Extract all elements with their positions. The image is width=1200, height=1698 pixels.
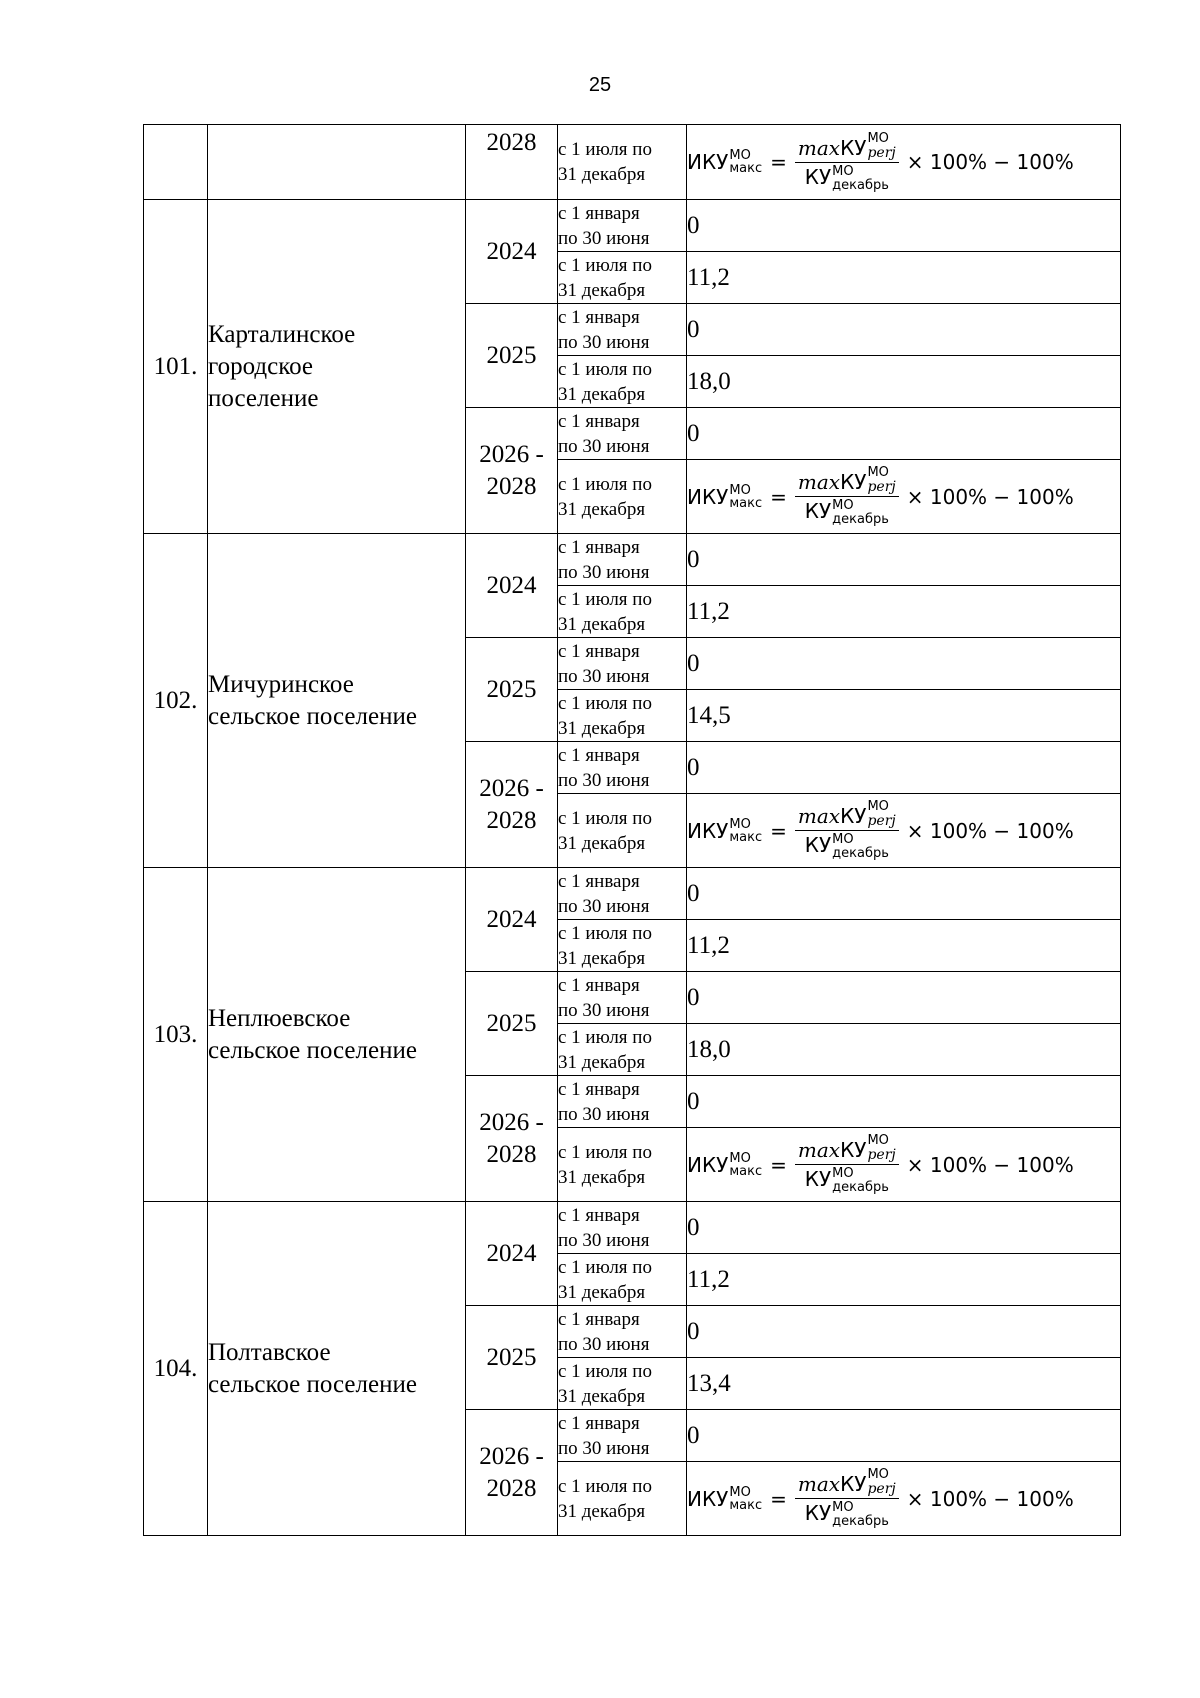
municipality-cell [208, 200, 466, 534]
formula-tail: × 100% − 100% [906, 1486, 1074, 1511]
period-cell [558, 534, 687, 586]
year-cell [466, 1202, 558, 1306]
year-line: 2024 [486, 905, 537, 933]
year-line: 2028 [486, 1140, 537, 1168]
period-line: по 30 июня [558, 227, 650, 249]
row-number-cell: 104. [144, 1202, 208, 1536]
municipality-name-line: сельское поселение [208, 1036, 417, 1064]
value-cell: 0 [687, 638, 1121, 690]
page-number: 25 [588, 74, 612, 96]
year-cell [466, 408, 558, 534]
municipality-cell [208, 534, 466, 868]
period-cell [558, 1358, 687, 1410]
year-cell [466, 1306, 558, 1410]
fraction-numerator: max КУ МО perj [795, 466, 899, 497]
period-line: 31 декабря [558, 1166, 646, 1188]
formula-fraction [795, 1468, 899, 1529]
municipality-name-line: поселение [208, 384, 319, 412]
year-line: 2025 [486, 341, 537, 369]
index-formula [687, 800, 1120, 861]
period-line: с 1 июля по [558, 588, 652, 610]
formula-tail: × 100% − 100% [906, 1152, 1074, 1177]
formula-fraction [795, 800, 899, 861]
formula-cell [687, 460, 1121, 534]
year-line: 2026 - [479, 440, 544, 468]
period-cell [558, 586, 687, 638]
municipality-name-line: Полтавское [208, 1338, 331, 1366]
year-cell: 2028 [466, 125, 558, 200]
year-cell [466, 638, 558, 742]
municipality-name-line: городское [208, 352, 314, 380]
municipality-cell [208, 868, 466, 1202]
table-row [144, 868, 1121, 920]
municipality-cell [208, 1202, 466, 1536]
period-line: по 30 июня [558, 561, 650, 583]
value-cell: 0 [687, 1076, 1121, 1128]
value-cell: 0 [687, 868, 1121, 920]
year-line: 2024 [486, 237, 537, 265]
period-line: с 1 января [558, 974, 640, 996]
value-cell: 11,2 [687, 920, 1121, 972]
period-cell [558, 1076, 687, 1128]
fraction-denominator: КУ МО декабрь [804, 1500, 889, 1529]
equals-sign: = [770, 1486, 787, 1511]
period-line: 31 декабря [558, 832, 646, 854]
period-cell [558, 920, 687, 972]
period-line: 31 декабря [558, 1385, 646, 1407]
period-cell [558, 868, 687, 920]
year-line: 2028 [486, 1474, 537, 1502]
value-cell: 18,0 [687, 1024, 1121, 1076]
value-cell: 0 [687, 304, 1121, 356]
year-cell [466, 304, 558, 408]
period-cell [558, 1306, 687, 1358]
value-cell: 0 [687, 1202, 1121, 1254]
formula-lhs: ИКУ МО макс [687, 148, 763, 176]
period-line: 31 декабря [558, 279, 646, 301]
year-cell [466, 534, 558, 638]
period-cell [558, 1254, 687, 1306]
row-number-cell: 101. [144, 200, 208, 534]
index-formula [687, 466, 1120, 527]
period-line: с 1 июля по [558, 254, 652, 276]
period-line: с 1 января [558, 306, 640, 328]
period-line: по 30 июня [558, 1333, 650, 1355]
period-line: по 30 июня [558, 331, 650, 353]
period-line: с 1 июля по [558, 358, 652, 380]
row-number-cell [144, 125, 208, 200]
period-cell [558, 1202, 687, 1254]
period-line: с 1 января [558, 744, 640, 766]
period-cell [558, 304, 687, 356]
municipality-name-line: Мичуринское [208, 670, 354, 698]
municipality-name-line: Неплюевское [208, 1004, 351, 1032]
equals-sign: = [770, 1152, 787, 1177]
value-cell: 11,2 [687, 586, 1121, 638]
period-line: по 30 июня [558, 435, 650, 457]
period-cell [558, 972, 687, 1024]
period-line: с 1 июля по [558, 692, 652, 714]
fraction-denominator: КУ МО декабрь [804, 163, 889, 193]
period-line: 31 декабря [558, 1051, 646, 1073]
period-line: с 1 июля по [558, 1360, 652, 1382]
period-line: с 1 января [558, 1204, 640, 1226]
equals-sign: = [770, 484, 787, 509]
formula-lhs: ИКУ МО макс [687, 482, 763, 511]
year-line: 2025 [486, 1009, 537, 1037]
period-line: с 1 января [558, 536, 640, 558]
period-cell [558, 1410, 687, 1462]
period-line: с 1 июля по [558, 922, 652, 944]
value-cell: 0 [687, 200, 1121, 252]
fraction-denominator: КУ МО декабрь [804, 498, 889, 527]
value-cell: 0 [687, 534, 1121, 586]
year-line: 2028 [486, 806, 537, 834]
formula-lhs: ИКУ МО макс [687, 1150, 763, 1179]
period-cell [558, 794, 687, 868]
index-formula [687, 1134, 1120, 1195]
period-line: по 30 июня [558, 1437, 650, 1459]
index-formula [687, 132, 1120, 193]
period-cell [558, 356, 687, 408]
year-line: 2026 - [479, 774, 544, 802]
formula-tail: × 100% − 100% [906, 818, 1074, 843]
fraction-denominator: КУ МО декабрь [804, 1166, 889, 1195]
period-line: с 1 июля по [558, 1026, 652, 1048]
allowance-table [143, 124, 1121, 1536]
period-line: с 1 января [558, 640, 640, 662]
value-cell: 13,4 [687, 1358, 1121, 1410]
year-line: 2024 [486, 571, 537, 599]
table-row [144, 1202, 1121, 1254]
year-cell [466, 742, 558, 868]
value-cell: 11,2 [687, 252, 1121, 304]
formula-cell [687, 125, 1121, 200]
period-line: 31 декабря [558, 164, 646, 185]
period-cell [558, 1024, 687, 1076]
year-line: 2026 - [479, 1442, 544, 1470]
municipality-name-line: сельское поселение [208, 1370, 417, 1398]
year-line: 2024 [486, 1239, 537, 1267]
table-row [144, 534, 1121, 586]
value-cell: 18,0 [687, 356, 1121, 408]
period-line: с 1 января [558, 1308, 640, 1330]
value-cell: 0 [687, 1306, 1121, 1358]
period-line: по 30 июня [558, 895, 650, 917]
value-cell: 0 [687, 1410, 1121, 1462]
period-line: с 1 января [558, 202, 640, 224]
equals-sign: = [770, 818, 787, 843]
fraction-numerator: max КУ МО perj [795, 800, 899, 831]
period-line: с 1 июля по [558, 807, 652, 829]
year-line: 2025 [486, 675, 537, 703]
period-cell [558, 1128, 687, 1202]
year-cell [466, 1076, 558, 1202]
period-line: с 1 июля по [558, 473, 652, 495]
period-line: 31 декабря [558, 613, 646, 635]
year-cell [466, 200, 558, 304]
formula-tail: × 100% − 100% [906, 484, 1074, 509]
period-line: с 1 июля по [558, 1256, 652, 1278]
table-row [144, 125, 1121, 200]
table-row [144, 200, 1121, 252]
period-line: с 1 января [558, 1412, 640, 1434]
year-cell [466, 1410, 558, 1536]
period-line: по 30 июня [558, 1103, 650, 1125]
formula-fraction [795, 1134, 899, 1195]
period-line: 31 декабря [558, 498, 646, 520]
period-cell [558, 408, 687, 460]
year-cell [466, 868, 558, 972]
period-line: с 1 января [558, 870, 640, 892]
value-cell: 14,5 [687, 690, 1121, 742]
formula-cell [687, 794, 1121, 868]
period-line: 31 декабря [558, 1281, 646, 1303]
period-line: с 1 января [558, 410, 640, 432]
period-cell [558, 690, 687, 742]
year-line: 2028 [486, 472, 537, 500]
period-line: по 30 июня [558, 769, 650, 791]
formula-lhs: ИКУ МО макс [687, 816, 763, 845]
period-cell [558, 125, 687, 200]
period-cell [558, 252, 687, 304]
period-line: по 30 июня [558, 1229, 650, 1251]
municipality-name-line: Карталинское [208, 320, 356, 348]
fraction-numerator: max КУ МО perj [795, 132, 899, 163]
period-line: по 30 июня [558, 665, 650, 687]
period-line: с 1 июля по [558, 1141, 652, 1163]
period-line: с 1 июля по [558, 139, 652, 160]
period-cell [558, 1462, 687, 1536]
value-cell: 0 [687, 742, 1121, 794]
period-line: 31 декабря [558, 383, 646, 405]
formula-lhs: ИКУ МО макс [687, 1484, 763, 1513]
period-line: 31 декабря [558, 1500, 646, 1522]
formula-fraction [795, 466, 899, 527]
formula-cell [687, 1128, 1121, 1202]
fraction-numerator: max КУ МО perj [795, 1134, 899, 1165]
value-cell: 11,2 [687, 1254, 1121, 1306]
equals-sign: = [770, 150, 787, 174]
year-cell [466, 972, 558, 1076]
period-cell [558, 742, 687, 794]
formula-fraction [795, 132, 899, 193]
row-number-cell: 102. [144, 534, 208, 868]
formula-cell [687, 1462, 1121, 1536]
fraction-denominator: КУ МО декабрь [804, 832, 889, 861]
period-cell [558, 460, 687, 534]
value-cell: 0 [687, 972, 1121, 1024]
formula-tail: × 100% − 100% [906, 150, 1074, 174]
value-cell: 0 [687, 408, 1121, 460]
year-line: 2026 - [479, 1108, 544, 1136]
municipality-cell [208, 125, 466, 200]
period-cell [558, 638, 687, 690]
period-line: с 1 июля по [558, 1475, 652, 1497]
row-number-cell: 103. [144, 868, 208, 1202]
index-formula [687, 1468, 1120, 1529]
period-line: по 30 июня [558, 999, 650, 1021]
period-line: с 1 января [558, 1078, 640, 1100]
period-line: 31 декабря [558, 717, 646, 739]
municipality-name-line: сельское поселение [208, 702, 417, 730]
year-line: 2025 [486, 1343, 537, 1371]
period-line: 31 декабря [558, 947, 646, 969]
fraction-numerator: max КУ МО perj [795, 1468, 899, 1499]
period-cell [558, 200, 687, 252]
